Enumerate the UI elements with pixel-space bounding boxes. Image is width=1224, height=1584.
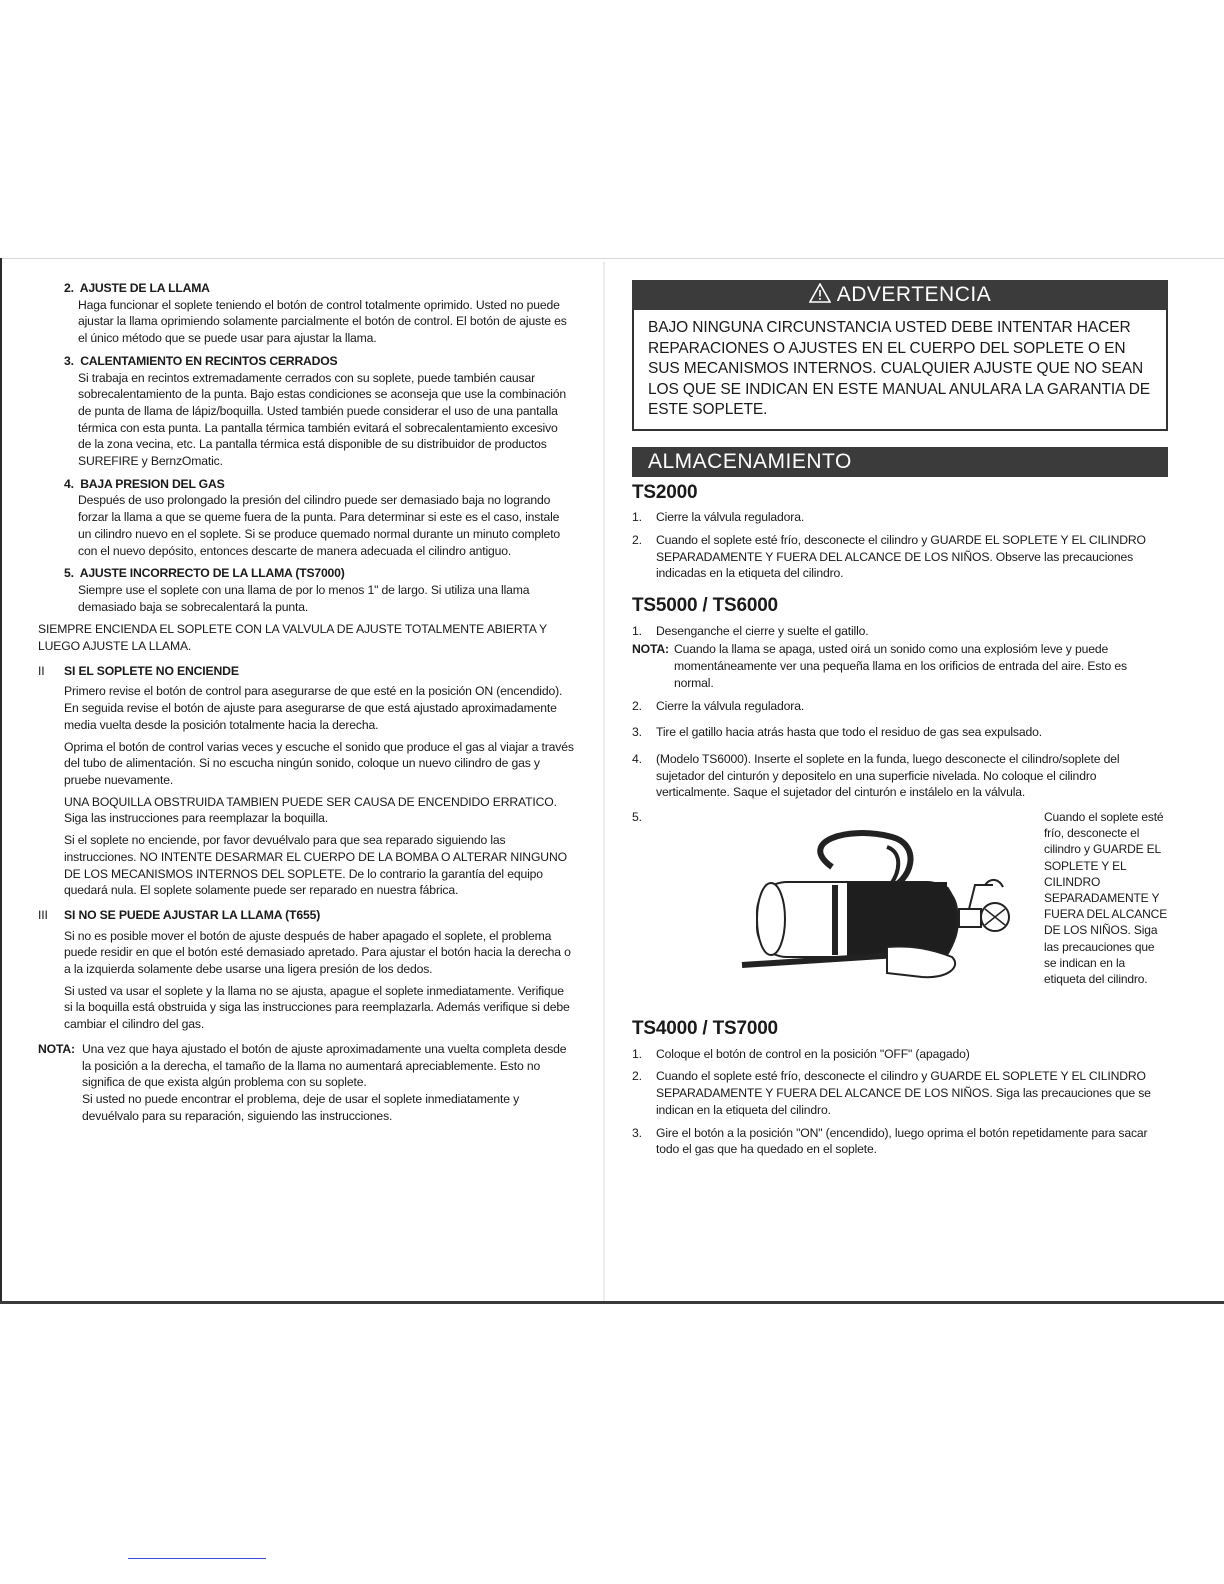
nota-text: Cuando la llama se apaga, usted oirá un sonido como una explosióm leve y puede momentáneamente ver una pequeña llama en los orificios de entrada del aire. Esto es normal. bbox=[674, 642, 1127, 690]
warning-text: BAJO NINGUNA CIRCUNSTANCIA USTED DEBE INTENTAR HACER REPARACIONES O AJUSTES EN EL CUERPO DEL SOPLETE O EN SUS MECANISMOS INTERNOS. CUALQUIER AJUSTE QUE NO SEAN LOS QUE SE INDICAN EN ESTE MANUAL ANULARA LA GARANTIA DE ESTE SOPLETE. bbox=[632, 310, 1168, 431]
item-title: AJUSTE INCORRECTO DE LA LLAMA (TS7000) bbox=[79, 566, 345, 581]
warning-header bbox=[632, 280, 1168, 310]
step-number: 5. bbox=[632, 810, 642, 825]
item-number: 3. bbox=[64, 353, 74, 368]
warning-title: ADVERTENCIA bbox=[836, 283, 992, 306]
step-5-with-illustration bbox=[632, 809, 1168, 1019]
nota-block bbox=[632, 641, 1168, 691]
always-note: SIEMPRE ENCIENDA EL SOPLETE CON LA VALVULA DE AJUSTE TOTALMENTE ABIERTA Y LUEGO AJUSTE LA LLAMA. bbox=[38, 622, 547, 654]
step: 3. Tire el gatillo hacia atrás hasta que todo el residuo de gas sea expulsado. bbox=[632, 725, 1042, 740]
item-body: Después de uso prolongado la presión del cilindro puede ser demasiado baja no logrando forzar la llama a que se queme fuera de la punta. Para determinar si este es el caso, instale un cilindro nuevo en el soplete. Si se produce quemado normal durante un minuto completo con el nuevo depósito, entonces descarte de manera adecuada el cilindro antiguo. bbox=[78, 493, 561, 558]
ts5000-section bbox=[632, 595, 1168, 1019]
left-page bbox=[38, 280, 574, 1124]
page-top-edge bbox=[0, 258, 1224, 259]
step: 2. Cuando el soplete esté frío, desconecte el cilindro y GUARDE EL SOPLETE Y EL CILINDRO SEPARADAMENTE Y FUERA DEL ALCANCE DE LOS NIÑOS. Observe las precauciones indicadas en la etiqueta del cilindro. bbox=[632, 532, 1146, 581]
section-numeral: III bbox=[38, 907, 48, 922]
step: 2. Cuando el soplete esté frío, desconecte el cilindro y GUARDE EL SOPLETE Y EL CILINDRO SEPARADAMENTE Y FUERA DEL ALCANCE DE LOS NIÑOS. Siga las precauciones que se indican en la etiqueta del cilindro. bbox=[632, 1069, 1151, 1117]
section-paragraph: Si no es posible mover el botón de ajuste después de haber apagado el soplete, el problema puede residir en que el botón esté demasiado apretado. Para ajustar el botón hacia la derecha o a la izquierda solamente debe usarse una ligera presión de los dedos. bbox=[64, 928, 571, 977]
item-title: BAJA PRESION DEL GAS bbox=[80, 476, 225, 491]
model-heading: TS4000 / TS7000 bbox=[632, 1018, 778, 1040]
page-fold bbox=[603, 262, 605, 1302]
warning-triangle-icon bbox=[809, 282, 831, 312]
footer-rule bbox=[128, 1558, 266, 1559]
section-numeral: II bbox=[38, 663, 45, 678]
section-paragraph: Si el soplete no enciende, por favor devuélvalo para que sea reparado siguiendo las instrucciones. NO INTENTE DESARMAR EL CUERPO DE LA BOMBA O ALTERAR NINGUNO DE LOS MECANISMOS INTERNOS DEL SOPLETE. De lo contrario la garantía del equipo quedará nula. El soplete solamente puede ser reparado en nuestra fábrica. bbox=[64, 833, 567, 898]
note-line: Si usted no puede encontrar el problema, deje de usar el soplete inmediatamente y devuélvalo para su reparación, siguiendo las instrucciones. bbox=[82, 1091, 520, 1123]
item-number: 5. bbox=[64, 566, 74, 581]
page-bottom-edge bbox=[0, 1301, 1224, 1304]
section-title: SI EL SOPLETE NO ENCIENDE bbox=[64, 663, 239, 678]
item-title: CALENTAMIENTO EN RECINTOS CERRADOS bbox=[80, 353, 338, 368]
step: 1. Desenganche el cierre y suelte el gatillo. bbox=[632, 623, 869, 638]
item-flame-adjust bbox=[38, 280, 574, 347]
step: 1. Cierre la válvula reguladora. bbox=[632, 510, 805, 525]
section-paragraph: UNA BOQUILLA OBSTRUIDA TAMBIEN PUEDE SER CAUSA DE ENCENDIDO ERRATICO. Siga las instrucciones para reemplazar la boquilla. bbox=[64, 794, 557, 826]
item-number: 2. bbox=[64, 281, 74, 295]
section-no-ignition bbox=[38, 663, 574, 899]
item-body: Haga funcionar el soplete teniendo el botón de control totalmente oprimido. Usted no puede ajustar la llama oprimiendo solamente parcialmente el botón de control. El botón de ajuste es el único método que se puede usar para ajustar la llama. bbox=[78, 297, 567, 346]
model-heading: TS2000 bbox=[632, 481, 698, 503]
ts4000-section bbox=[632, 1018, 1168, 1158]
storage-header: ALMACENAMIENTO bbox=[632, 447, 1168, 477]
page-left-edge bbox=[0, 258, 2, 1303]
item-number: 4. bbox=[64, 476, 74, 491]
section-paragraph: Si usted va usar el soplete y la llama no se ajusta, apague el soplete inmediatamente. Verifique si la boquilla está obstruida y siga las instrucciones para reemplazarla. Además verifique si debe cambiar el cilindro del gas. bbox=[64, 983, 570, 1032]
note-line: Una vez que haya ajustado el botón de ajuste aproximadamente una vuelta completa desde la posición a la derecha, el tamaño de la llama no aumentará apreciablemente. Esto no significa de que exista algún problema con su soplete. bbox=[82, 1041, 567, 1090]
note-label: NOTA: bbox=[38, 1041, 75, 1056]
step: 2. Cierre la válvula reguladora. bbox=[632, 698, 805, 713]
note-block bbox=[38, 1041, 574, 1125]
section-paragraph: Oprima el botón de control varias veces y escuche el sonido que produce el gas al viajar a través del tubo de alimentación. Si no escucha ningún sonido, coloque un nuevo cilindro de gas y pruebe nuevamente. bbox=[64, 739, 574, 787]
item-body: Si trabaja en recintos extremadamente cerrados con su soplete, puede también causar sobrecalentamiento de la punta. Bajo estas condiciones se aconseja que use la combinación de punta de llama de lápiz/boquilla. Usted también puede considerar el uso de una pantalla térmica con esta punta. La pantalla térmica también evitará el sobrecalentamiento excesivo de la zona vecina, etc. La pantalla térmica está disponible de su distribuidor de productos SUREFIRE y BernzOmatic. bbox=[78, 370, 567, 469]
model-heading: TS5000 / TS6000 bbox=[632, 595, 778, 617]
nota-label: NOTA: bbox=[632, 642, 669, 657]
section-flame-not-adjustable bbox=[38, 907, 574, 1033]
item-low-gas-pressure bbox=[38, 476, 574, 560]
section-title: SI NO SE PUEDE AJUSTAR LA LLAMA (T655) bbox=[64, 907, 321, 922]
item-title: AJUSTE DE LA LLAMA bbox=[79, 281, 210, 295]
section-paragraph: Primero revise el botón de control para asegurarse de que esté en la posición ON (encendido). En seguida revise el botón de ajuste para asegurarse de que está ajustado aproximadamente media vuelta desde la posición totalmente hacia la derecha. bbox=[64, 684, 563, 732]
right-page bbox=[632, 280, 1168, 1164]
item-closed-spaces bbox=[38, 353, 574, 470]
item-body: Siempre use el soplete con una llama de por lo menos 1" de largo. Si utiliza una llama demasiado baja se sobrecalentará la punta. bbox=[78, 582, 530, 614]
step: 1. Coloque el botón de control en la posición "OFF" (apagado) bbox=[632, 1046, 970, 1061]
step-5-caption: Cuando el soplete esté frío, desconecte el cilindro y GUARDE EL SOPLETE Y EL CILINDRO SEPARADAMENTE Y FUERA DEL ALCANCE DE LOS NIÑOS. Siga las precauciones que se indican en la etiqueta del cilindro. bbox=[1044, 810, 1168, 987]
step: 4. (Modelo TS6000). Inserte el soplete en la funda, luego desconecte el cilindro/soplete del sujetador del cinturón y depositelo en una superficie nivelada. No coloque el cilindro verticalmente. Saque el sujetador del cinturón e instálelo en la válvula. bbox=[632, 751, 1120, 800]
step: 3. Gire el botón a la posición "ON" (encendido), luego oprima el botón repetidamente para sacar todo el gas que ha quedado en el soplete. bbox=[632, 1125, 1148, 1157]
item-incorrect-flame bbox=[38, 565, 574, 615]
torch-illustration bbox=[737, 827, 1027, 987]
ts2000-section bbox=[632, 481, 1168, 583]
